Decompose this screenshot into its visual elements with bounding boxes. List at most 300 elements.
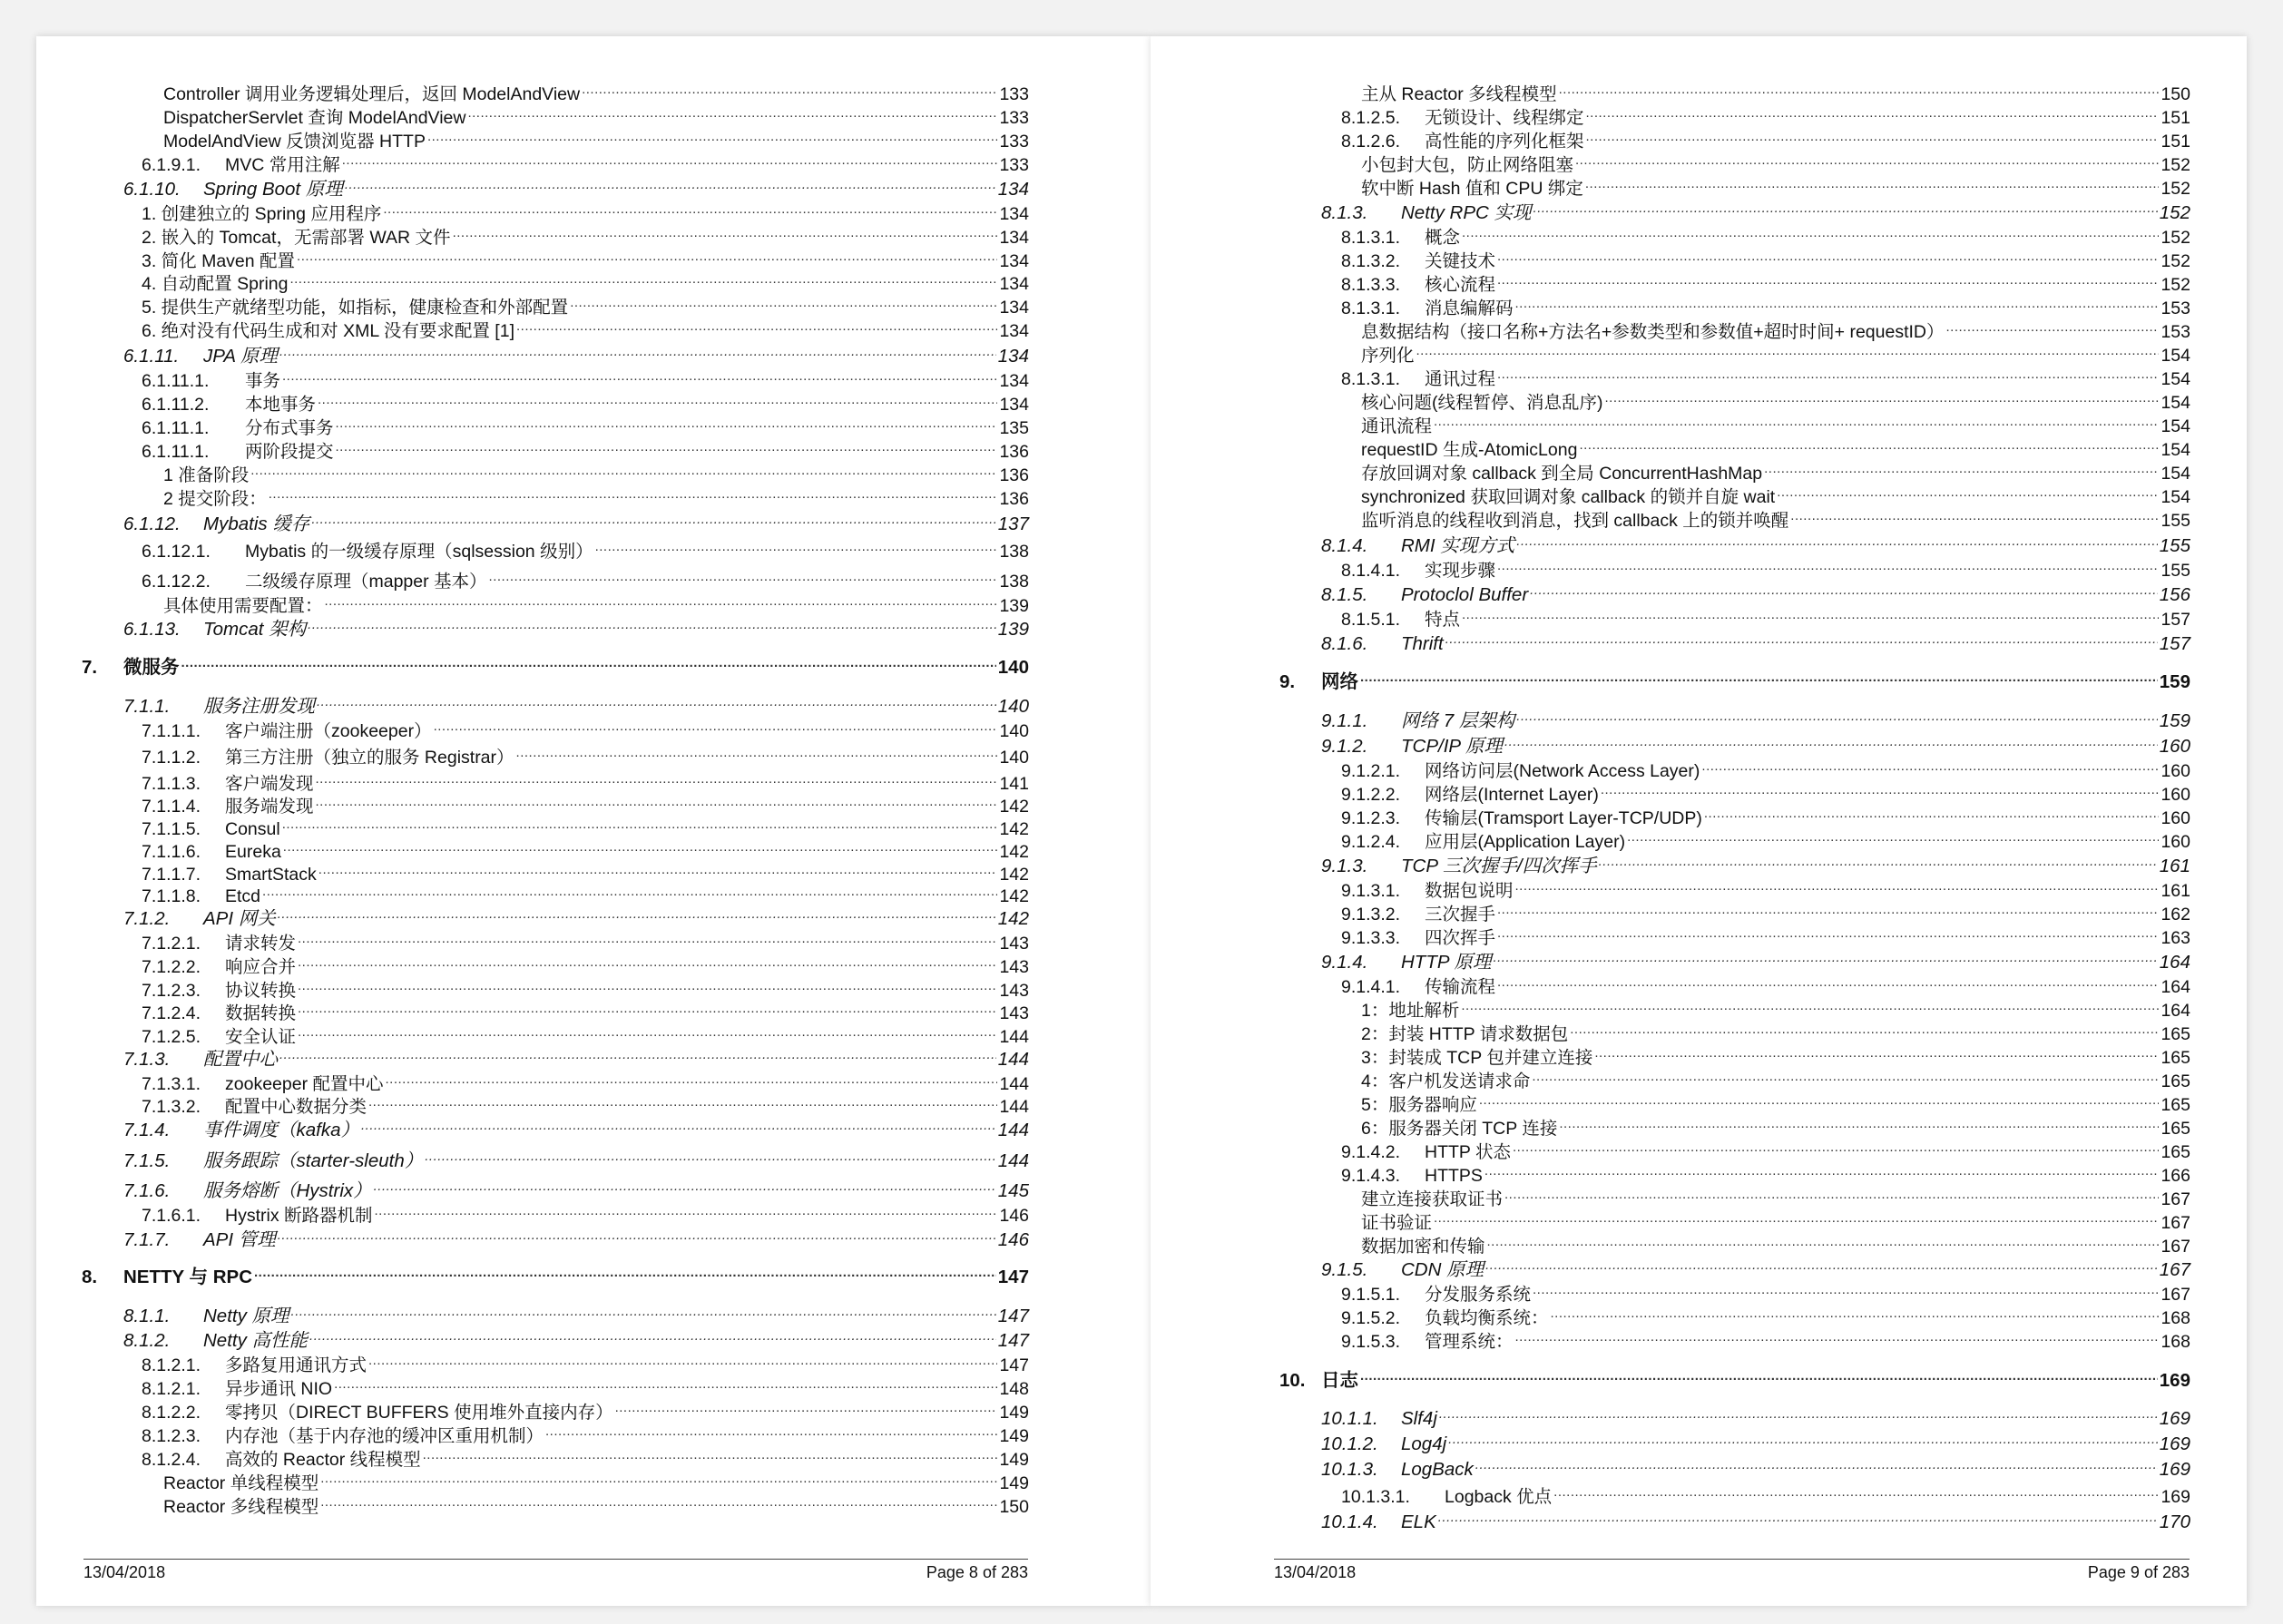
toc-entry-title: 序列化 <box>1361 346 1415 366</box>
toc-entry[interactable] <box>1279 1365 2190 1392</box>
toc-entry[interactable] <box>82 1261 1029 1288</box>
dot-leader <box>516 315 997 337</box>
toc-entry-number: 7.1.3.1. <box>142 1074 201 1094</box>
toc-entry[interactable] <box>1341 603 2190 631</box>
toc-entry[interactable] <box>142 1199 1029 1227</box>
toc-entry-number: 7.1.1. <box>123 696 171 717</box>
dot-leader <box>1434 410 2159 432</box>
toc-entry-number: 7.1.2.5. <box>142 1027 201 1047</box>
toc-entry-title: 小包封大包，防止网络阻塞 <box>1361 155 1574 175</box>
toc-entry[interactable] <box>123 1114 1029 1141</box>
toc-entry-number: 10.1.2. <box>1321 1433 1378 1454</box>
dot-leader <box>1570 1018 2159 1040</box>
toc-entry-page: 142 <box>999 797 1029 817</box>
toc-entry-page: 144 <box>997 1049 1029 1070</box>
toc-entry[interactable] <box>142 535 1029 563</box>
toc-entry[interactable] <box>123 508 1029 535</box>
toc-entry-number: 7.1.2.3. <box>142 981 201 1001</box>
dot-leader <box>1497 269 2159 290</box>
toc-entry-number: 6.1.11.2. <box>142 395 210 415</box>
toc-entry-page: 168 <box>2161 1332 2190 1352</box>
toc-entry-page: 157 <box>2159 633 2190 654</box>
dot-leader <box>269 483 998 504</box>
dot-leader <box>316 768 998 789</box>
toc-entry-number: 6.1.12.1. <box>142 542 211 562</box>
toc-entry-title: 数据转换 <box>225 1003 297 1023</box>
toc-entry[interactable] <box>1321 197 2190 224</box>
toc-entry-page: 134 <box>999 371 1029 391</box>
toc-entry-title: 高性能的序列化框架 <box>1425 132 1584 152</box>
toc-entry-page: 136 <box>999 442 1029 462</box>
toc-entry-page: 147 <box>997 1306 1029 1326</box>
toc-entry-page: 134 <box>999 395 1029 415</box>
toc-entry[interactable] <box>123 1175 1029 1202</box>
toc-entry[interactable] <box>142 149 1029 176</box>
toc-entry-page: 153 <box>2161 298 2190 318</box>
toc-entry-title: Mybatis 的一级缓存原理（sqlsession 级别） <box>245 542 593 562</box>
toc-entry-page: 144 <box>997 1150 1029 1171</box>
toc-entry-page: 150 <box>2161 84 2190 104</box>
toc-entry-title: 服务端发现 <box>225 797 314 817</box>
toc-entry-title: 二级缓存原理（mapper 基本） <box>245 572 487 592</box>
toc-entry[interactable] <box>1321 1428 2190 1455</box>
toc-entry-title: Protoclol Buffer <box>1401 584 1529 605</box>
toc-entry-title: 内存池（基于内存池的缓冲区重用机制） <box>225 1426 544 1446</box>
toc-entry-page: 149 <box>999 1426 1029 1446</box>
toc-entry-title: 监听消息的线程收到消息，找到 callback 上的锁并唤醒 <box>1361 511 1789 531</box>
dot-leader <box>1586 125 2160 147</box>
dot-leader <box>1462 603 2159 625</box>
toc-entry-title: Controller 调用业务逻辑处理后，返回 ModelAndView <box>163 84 581 104</box>
dot-leader <box>453 221 998 243</box>
toc-entry-title: 4. 自动配置 Spring <box>142 274 289 294</box>
page-footer <box>1274 1559 2190 1582</box>
dot-leader <box>1516 705 2157 727</box>
dot-leader <box>1497 898 2159 920</box>
dot-leader <box>582 78 997 100</box>
dot-leader <box>1532 1065 2159 1087</box>
toc-entry-page: 140 <box>999 748 1029 768</box>
toc-entry-number: 10. <box>1279 1370 1306 1391</box>
toc-entry[interactable] <box>1321 1453 2190 1481</box>
toc-entry-number: 10.1.3. <box>1321 1459 1378 1480</box>
dot-leader <box>298 1021 997 1042</box>
toc-entry-page: 143 <box>999 981 1029 1001</box>
toc-entry-number: 8.1.2.6. <box>1341 132 1401 152</box>
toc-entry-page: 150 <box>999 1497 1029 1517</box>
dot-leader <box>368 1091 997 1112</box>
toc-entry-page: 164 <box>2161 977 2190 997</box>
dot-leader <box>279 340 996 362</box>
dot-leader <box>1530 579 2158 601</box>
toc-entry[interactable] <box>82 651 1029 679</box>
toc-entry[interactable] <box>123 690 1029 718</box>
footer-page-number: Page 9 of 283 <box>2087 1563 2190 1581</box>
toc-entry-number: 8.1.5. <box>1321 584 1368 605</box>
dot-leader <box>334 1373 997 1394</box>
dot-leader <box>423 1443 998 1465</box>
toc-entry-number: 7.1.1.5. <box>142 819 201 839</box>
toc-entry-title: 服务跟踪（starter-sleuth） <box>203 1150 424 1171</box>
toc-entry-title: 分发服务系统 <box>1425 1285 1532 1305</box>
toc-entry-title: 1. 创建独立的 Spring 应用程序 <box>142 204 382 224</box>
dot-leader <box>1551 1302 2160 1324</box>
toc-entry-page: 133 <box>999 155 1029 175</box>
dot-leader <box>1360 1365 2158 1386</box>
toc-entry-title: 数据包说明 <box>1425 881 1514 901</box>
dot-leader <box>250 459 997 481</box>
toc-entry[interactable] <box>123 173 1029 201</box>
toc-entry-title: 1 准备阶段 <box>163 465 250 485</box>
toc-entry-number: 7.1.5. <box>123 1150 171 1171</box>
toc-entry[interactable] <box>1341 554 2190 582</box>
toc-entry-page: 149 <box>999 1450 1029 1470</box>
toc-entry-number: 9.1.3.1. <box>1341 881 1401 901</box>
dot-leader <box>298 997 997 1019</box>
toc-entry[interactable] <box>1341 1481 2190 1508</box>
toc-entry[interactable] <box>142 741 1029 768</box>
dot-leader <box>318 858 998 880</box>
toc-entry[interactable] <box>123 613 1029 641</box>
toc-entry-page: 134 <box>999 274 1029 294</box>
toc-entry-page: 160 <box>2161 832 2190 852</box>
toc-entry-title: 6. 绝对没有代码生成和对 XML 没有要求配置 [1] <box>142 321 514 341</box>
dot-leader <box>1462 221 2159 243</box>
dot-leader <box>282 365 997 386</box>
dot-leader <box>1533 1278 2159 1300</box>
toc-entry-page: 144 <box>999 1074 1029 1094</box>
toc-entry-page: 142 <box>999 819 1029 839</box>
toc-entry-title: 配置中心数据分类 <box>225 1097 367 1117</box>
toc-entry-page: 147 <box>997 1267 1029 1287</box>
toc-entry-title: MVC 常用注解 <box>225 155 340 175</box>
toc-entry-title: RMI 实现方式 <box>1401 535 1515 556</box>
toc-entry[interactable] <box>1321 946 2190 973</box>
toc-entry-title: 3. 简化 Maven 配置 <box>142 251 296 271</box>
toc-entry-title: 关键技术 <box>1425 251 1496 271</box>
toc-entry-page: 155 <box>2161 511 2190 531</box>
toc-entry-title: LogBack <box>1401 1459 1474 1480</box>
toc-entry[interactable] <box>142 715 1029 742</box>
toc-entry[interactable] <box>1361 172 2190 200</box>
toc-entry-number: 9.1.4.2. <box>1341 1142 1401 1162</box>
dot-leader <box>1516 530 2158 552</box>
toc-entry-title: 配置中心 <box>203 1049 278 1070</box>
toc-entry-title: 5：服务器响应 <box>1361 1095 1477 1115</box>
dot-leader <box>375 1199 998 1221</box>
dot-leader <box>278 1224 996 1246</box>
toc-entry-page: 162 <box>2161 905 2190 925</box>
toc-entry[interactable] <box>123 1145 1029 1172</box>
toc-entry-page: 138 <box>999 542 1029 562</box>
footer-date: 13/04/2018 <box>83 1563 166 1581</box>
toc-entry-title: Logback 优点 <box>1445 1487 1553 1507</box>
toc-entry-title: 核心问题(线程暂停、消息乱序) <box>1361 393 1603 413</box>
toc-entry-number: 7.1.1.8. <box>142 886 201 906</box>
toc-entry-title: TCP 三次握手/四次挥手 <box>1401 856 1597 876</box>
toc-entry-title: JPA 原理 <box>203 346 279 367</box>
toc-entry-page: 154 <box>2161 440 2190 460</box>
toc-entry-title: ModelAndView 反馈浏览器 HTTP <box>163 132 426 152</box>
toc-entry-title: SmartStack <box>225 865 317 885</box>
toc-entry-number: 8.1.4. <box>1321 535 1368 556</box>
toc-entry-number: 8. <box>82 1267 98 1287</box>
toc-entry-page: 144 <box>999 1027 1029 1047</box>
toc-entry-page: 155 <box>2161 561 2190 581</box>
toc-entry-page: 152 <box>2161 179 2190 199</box>
dot-leader <box>1515 875 2160 896</box>
dot-leader <box>516 741 998 763</box>
toc-entry-number: 7.1.2.4. <box>142 1003 201 1023</box>
toc-entry[interactable] <box>1321 850 2190 877</box>
toc-entry[interactable] <box>123 1300 1029 1327</box>
toc-entry-number: 7.1.1.3. <box>142 774 201 794</box>
toc-entry-page: 156 <box>2159 584 2190 605</box>
dot-leader <box>1461 994 2159 1016</box>
toc-entry-number: 7.1.7. <box>123 1229 171 1250</box>
toc-entry[interactable] <box>1341 1326 2190 1353</box>
toc-entry-page: 149 <box>999 1473 1029 1493</box>
toc-entry-page: 134 <box>999 204 1029 224</box>
toc-entry-number: 8.1.4.1. <box>1341 561 1401 581</box>
toc-entry-number: 7.1.6.1. <box>142 1206 201 1226</box>
toc-entry-page: 152 <box>2159 202 2190 223</box>
toc-entry[interactable] <box>123 1325 1029 1352</box>
toc-entry-title: 请求转发 <box>225 934 297 954</box>
dot-leader <box>1497 922 2159 944</box>
toc-entry-number: 9. <box>1279 671 1296 692</box>
toc-entry-title: 日志 <box>1321 1370 1358 1391</box>
toc-entry-title: 5. 提供生产就绪型功能，如指标，健康检查和外部配置 <box>142 298 569 318</box>
toc-entry-title: 三次握手 <box>1425 905 1496 925</box>
toc-entry-number: 7.1.1.4. <box>142 797 201 817</box>
dot-leader <box>434 715 998 737</box>
toc-entry-number: 10.1.4. <box>1321 1511 1378 1532</box>
toc-entry-title: requestID 生成-AtomicLong <box>1361 440 1578 460</box>
toc-entry[interactable] <box>1321 730 2190 758</box>
toc-entry-page: 134 <box>997 179 1029 200</box>
toc-entry-number: 9.1.5.1. <box>1341 1285 1401 1305</box>
toc-entry-number: 8.1.2. <box>123 1330 171 1351</box>
toc-entry-page: 168 <box>2161 1308 2190 1328</box>
dot-leader <box>1701 755 2159 777</box>
toc-entry[interactable] <box>1321 705 2190 732</box>
toc-entry-page: 167 <box>2161 1189 2190 1209</box>
toc-entry-number: 6.1.12.2. <box>142 572 211 592</box>
toc-entry[interactable] <box>1321 530 2190 557</box>
toc-entry-number: 8.1.3.1. <box>1341 298 1401 318</box>
toc-entry-number: 6.1.9.1. <box>142 155 201 175</box>
toc-entry-page: 142 <box>997 908 1029 929</box>
toc-entry-title: 建立连接获取证书 <box>1361 1189 1504 1209</box>
dot-leader <box>309 1325 996 1346</box>
toc-entry-page: 154 <box>2161 487 2190 507</box>
dot-leader <box>345 173 996 195</box>
toc-entry-title: 服务注册发现 <box>203 696 315 717</box>
toc-entry-page: 169 <box>2159 1433 2190 1454</box>
toc-entry-title: 响应合并 <box>225 957 297 977</box>
dot-leader <box>336 412 998 434</box>
toc-entry-number: 6.1.11.1. <box>142 442 210 462</box>
toc-entry-page: 135 <box>999 418 1029 438</box>
toc-entry-page: 165 <box>2161 1095 2190 1115</box>
dot-leader <box>1434 1207 2159 1228</box>
toc-entry[interactable] <box>123 1043 1029 1071</box>
toc-entry-page: 154 <box>2161 393 2190 413</box>
dot-leader <box>1704 802 2160 824</box>
toc-entry[interactable] <box>123 903 1029 930</box>
toc-entry[interactable] <box>123 340 1029 367</box>
toc-entry[interactable] <box>1321 579 2190 606</box>
dot-leader <box>320 1491 997 1512</box>
toc-entry-title: Mybatis 缓存 <box>203 514 310 534</box>
toc-entry-title: 两阶段提交 <box>245 442 334 462</box>
toc-entry-number: 9.1.1. <box>1321 710 1368 731</box>
toc-entry-page: 165 <box>2161 1024 2190 1044</box>
toc-entry[interactable] <box>163 483 1029 510</box>
dot-leader <box>1777 481 2159 503</box>
toc-entry-page: 133 <box>999 108 1029 128</box>
toc-entry-title: API 管理 <box>203 1229 276 1250</box>
toc-entry-title: 具体使用需要配置： <box>163 596 323 616</box>
toc-entry[interactable] <box>1341 826 2190 853</box>
dot-leader <box>1515 292 2160 314</box>
toc-entry[interactable] <box>142 315 1029 342</box>
toc-entry-page: 153 <box>2161 322 2190 342</box>
dot-leader <box>489 565 998 587</box>
dot-leader <box>1416 339 2160 361</box>
dot-leader <box>1504 1183 2159 1205</box>
toc-entry-title: 事务 <box>245 371 281 391</box>
toc-entry-page: 154 <box>2161 464 2190 484</box>
toc-entry-title: 实现步骤 <box>1425 561 1496 581</box>
toc-entry-title: 异步通讯 NIO <box>225 1379 333 1399</box>
toc-entry-number: 8.1.3. <box>1321 202 1368 223</box>
toc-entry-title: CDN 原理 <box>1401 1259 1484 1280</box>
dot-leader <box>278 903 996 925</box>
dot-leader <box>342 149 998 171</box>
dot-leader <box>254 1261 996 1283</box>
toc-entry-title: Log4j <box>1401 1433 1447 1454</box>
dot-leader <box>1475 1453 2158 1475</box>
toc-entry-number: 8.1.3.2. <box>1341 251 1401 271</box>
toc-entry-number: 9.1.2.2. <box>1341 785 1401 805</box>
toc-entry-page: 161 <box>2159 856 2190 876</box>
toc-entry-title: HTTPS <box>1425 1166 1483 1186</box>
toc-entry-page: 152 <box>2161 155 2190 175</box>
dot-leader <box>368 1349 997 1371</box>
footer-date: 13/04/2018 <box>1274 1563 1357 1581</box>
toc-entry[interactable] <box>123 1224 1029 1251</box>
toc-entry-title: Reactor 多线程模型 <box>163 1497 319 1517</box>
toc-entry-number: 9.1.4. <box>1321 952 1368 973</box>
toc-entry[interactable] <box>1361 504 2190 532</box>
toc-entry-number: 9.1.2. <box>1321 736 1368 757</box>
toc-entry-number: 6.1.10. <box>123 179 181 200</box>
toc-entry-title: 客户端发现 <box>225 774 314 794</box>
dot-leader <box>1497 245 2159 267</box>
dot-leader <box>181 651 996 673</box>
toc-entry[interactable] <box>1321 1254 2190 1281</box>
toc-entry[interactable] <box>1321 628 2190 655</box>
dot-leader <box>1559 1112 2159 1134</box>
toc-entry-title: HTTP 状态 <box>1425 1142 1511 1162</box>
toc-entry-page: 160 <box>2159 736 2190 757</box>
toc-entry-page: 164 <box>2161 1001 2190 1021</box>
toc-entry-page: 148 <box>999 1379 1029 1399</box>
toc-entry-number: 9.1.3. <box>1321 856 1368 876</box>
toc-entry-title: synchronized 获取回调对象 callback 的锁并自旋 wait <box>1361 487 1776 507</box>
toc-entry-page: 140 <box>997 657 1029 678</box>
toc-entry-title: 网络 7 层架构 <box>1401 710 1515 731</box>
footer-page-number: Page 8 of 283 <box>926 1563 1028 1581</box>
toc-entry-page: 152 <box>2161 275 2190 295</box>
toc-entry[interactable] <box>1279 666 2190 693</box>
toc-entry[interactable] <box>1321 1506 2190 1533</box>
page-footer <box>83 1559 1028 1582</box>
toc-entry-number: 7.1.1.7. <box>142 865 201 885</box>
toc-entry-page: 165 <box>2161 1071 2190 1091</box>
toc-entry[interactable] <box>163 1491 1029 1518</box>
toc-entry-page: 169 <box>2159 1459 2190 1480</box>
toc-entry-page: 152 <box>2161 228 2190 248</box>
toc-entry-title: 6：服务器关闭 TCP 连接 <box>1361 1119 1558 1139</box>
toc-entry-page: 146 <box>997 1229 1029 1250</box>
toc-entry-page: 167 <box>2159 1259 2190 1280</box>
toc-entry-title: 微服务 <box>123 657 180 678</box>
toc-entry-number: 9.1.2.1. <box>1341 761 1401 781</box>
toc-entry-number: 9.1.5.2. <box>1341 1308 1401 1328</box>
toc-entry-page: 167 <box>2161 1285 2190 1305</box>
toc-entry-title: 概念 <box>1425 228 1461 248</box>
toc-entry-number: 9.1.2.4. <box>1341 832 1401 852</box>
toc-entry-number: 8.1.6. <box>1321 633 1368 654</box>
toc-entry-number: 8.1.2.1. <box>142 1355 201 1375</box>
toc-entry-title: 安全认证 <box>225 1027 297 1047</box>
toc-entry-page: 161 <box>2161 881 2190 901</box>
toc-entry-page: 169 <box>2159 1408 2190 1429</box>
toc-entry-number: 8.1.2.1. <box>142 1379 201 1399</box>
toc-entry-title: Netty 高性能 <box>203 1330 309 1351</box>
toc-entry-title: 4：客户机发送请求命 <box>1361 1071 1531 1091</box>
toc-entry-page: 167 <box>2161 1213 2190 1233</box>
toc-entry-number: 8.1.2.2. <box>142 1403 201 1423</box>
toc-entry-title: NETTY 与 RPC <box>123 1267 252 1287</box>
toc-entry-page: 149 <box>999 1403 1029 1423</box>
toc-entry-page: 151 <box>2161 108 2190 128</box>
toc-entry-title: 存放回调对象 callback 到全局 ConcurrentHashMap <box>1361 464 1763 484</box>
toc-entry[interactable] <box>1321 1403 2190 1430</box>
toc-entry-number: 6.1.11.1. <box>142 371 210 391</box>
dot-leader <box>425 1145 996 1167</box>
toc-entry-title: 软中断 Hash 值和 CPU 绑定 <box>1361 179 1583 199</box>
dot-leader <box>316 790 998 812</box>
toc-entry-number: 7. <box>82 657 98 678</box>
toc-entry[interactable] <box>1341 922 2190 949</box>
dot-leader <box>595 535 998 557</box>
toc-entry[interactable] <box>142 565 1029 592</box>
toc-entry-number: 7.1.4. <box>123 1120 171 1140</box>
toc-entry-page: 142 <box>999 865 1029 885</box>
toc-entry-title: 数据加密和传输 <box>1361 1237 1485 1257</box>
dot-leader <box>1497 363 2159 385</box>
toc-entry-page: 141 <box>999 774 1029 794</box>
toc-entry-number: 6.1.13. <box>123 619 181 640</box>
dot-leader <box>283 836 998 857</box>
toc-entry-page: 137 <box>997 514 1029 534</box>
toc-entry-number: 8.1.1. <box>123 1306 171 1326</box>
toc-entry-title: 证书验证 <box>1361 1213 1433 1233</box>
